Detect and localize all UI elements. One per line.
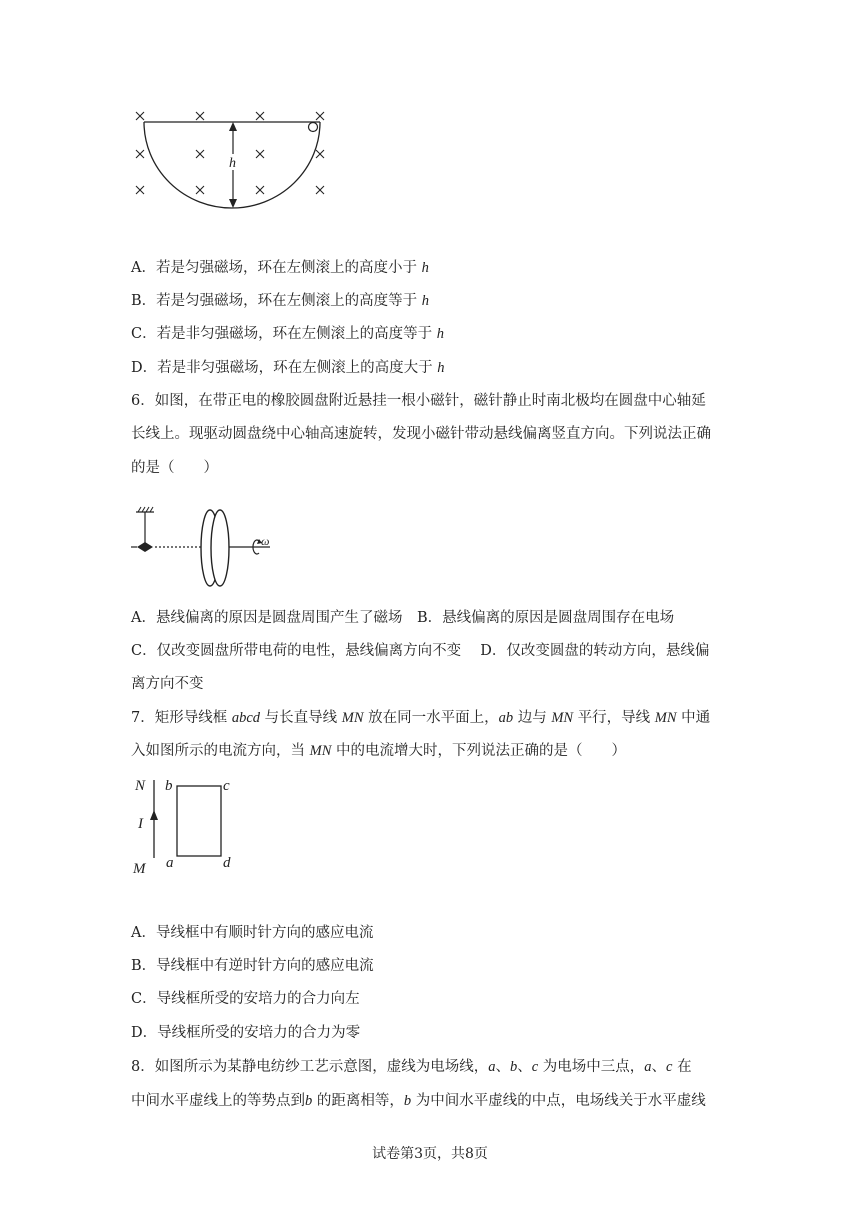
label-a: a	[166, 855, 174, 871]
wire-loop-figure	[130, 770, 240, 880]
current-arrow	[150, 810, 158, 820]
q8-stem-line1: 8．如图所示为某静电纺纱工艺示意图，虚线为电场线，a、b、c 为电场中三点，a、c 在	[131, 1059, 692, 1075]
q6-stem-line2: 长线上。现驱动圆盘绕中心轴高速旋转，发现小磁针带动悬线偏离竖直方向。下列说法正确	[131, 426, 711, 442]
semicircle-track-figure	[128, 106, 328, 206]
disk-front	[211, 510, 229, 586]
q7-option-a[interactable]: A．导线框中有顺时针方向的感应电流	[131, 925, 374, 941]
q6-stem-line1: 6．如图，在带正电的橡胶圆盘附近悬挂一根小磁针，磁针静止时南北极均在圆盘中心轴延	[131, 393, 706, 409]
label-i: I	[138, 816, 143, 832]
q7-option-c[interactable]: C．导线框所受的安培力的合力向左	[131, 991, 360, 1007]
q7-stem-line1: 7．矩形导线框 abcd 与长直导线 MN 放在同一水平面上，ab 边与 MN 平行，导线 MN 中通	[131, 710, 711, 726]
q7-stem-line2: 入如图所示的电流方向，当 MN 中的电流增大时，下列说法正确的是（ ）	[131, 743, 626, 759]
q6-stem-line3: 的是（ ）	[131, 460, 218, 476]
q5-option-a[interactable]: A．若是匀强磁场，环在左侧滚上的高度小于 h	[131, 260, 429, 276]
q5-option-b[interactable]: B．若是匀强磁场，环在左侧滚上的高度等于 h	[131, 293, 430, 309]
q8-stem-line2: 中间水平虚线上的等势点到b 的距离相等，b 为中间水平虚线的中点，电场线关于水平虚线	[131, 1093, 706, 1109]
rotating-disk-figure	[128, 505, 278, 595]
label-m: M	[133, 861, 146, 877]
label-c: c	[223, 778, 230, 794]
compass-needle	[137, 542, 153, 552]
arrow-head-down	[229, 199, 237, 208]
q6-options-line2[interactable]: C．仅改变圆盘所带电荷的电性，悬线偏离方向不变 D．仅改变圆盘的转动方向，悬线偏	[131, 643, 710, 659]
wire-loop	[177, 786, 221, 856]
omega-label: ω	[261, 534, 270, 548]
label-d: d	[223, 855, 231, 871]
label-b: b	[165, 778, 173, 794]
page-footer: 试卷第3页，共8页	[372, 1146, 488, 1162]
q7-option-b[interactable]: B．导线框中有逆时针方向的感应电流	[131, 958, 374, 974]
q5-option-d[interactable]: D．若是非匀强磁场，环在左侧滚上的高度大于 h	[131, 360, 445, 376]
height-label: h	[229, 156, 236, 171]
q7-option-d[interactable]: D．导线框所受的安培力的合力为零	[131, 1025, 361, 1041]
ring	[309, 123, 318, 132]
q6-options-line3[interactable]: 离方向不变	[131, 676, 204, 692]
q5-option-c[interactable]: C．若是非匀强磁场，环在左侧滚上的高度等于 h	[131, 326, 444, 342]
q6-options-line1[interactable]: A．悬线偏离的原因是圆盘周围产生了磁场 B．悬线偏离的原因是圆盘周围存在电场	[131, 610, 675, 626]
arrow-head-up	[229, 122, 237, 131]
label-n: N	[135, 778, 146, 794]
